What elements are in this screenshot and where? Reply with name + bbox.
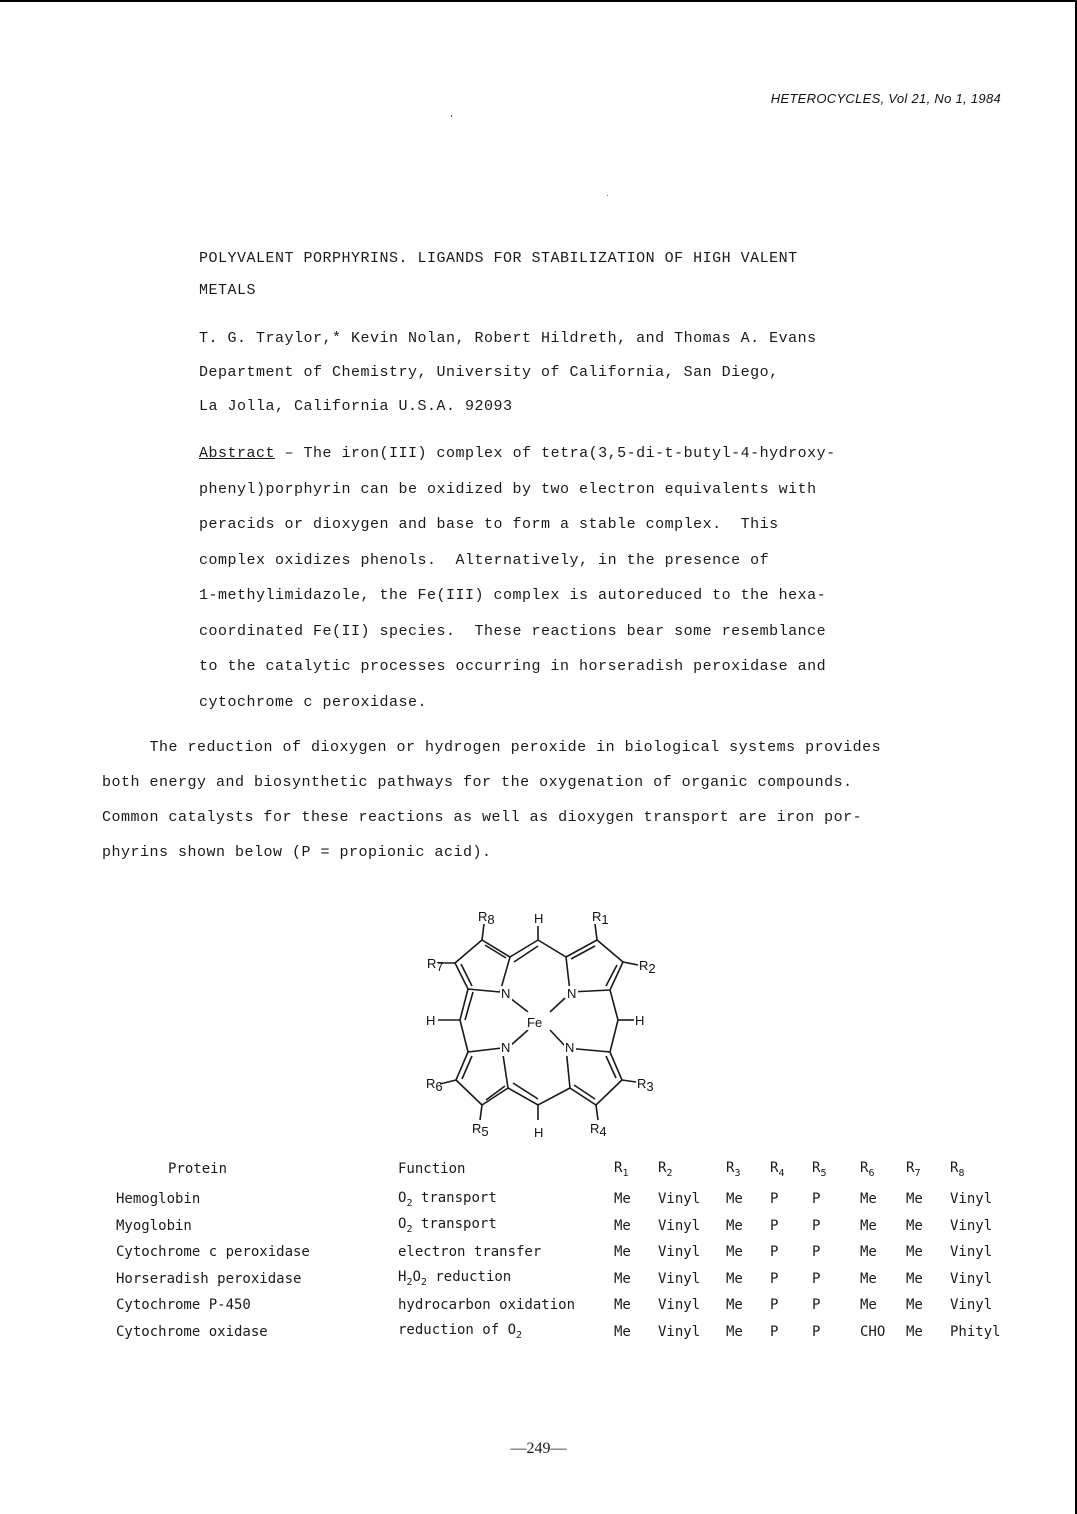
body-paragraph	[102, 730, 1002, 870]
r5-cell: P	[812, 1323, 821, 1340]
protein-substituent-table	[110, 1152, 1010, 1345]
r4-cell: P	[770, 1217, 779, 1234]
nitrogen-label: N	[501, 1040, 511, 1055]
r5-label: R5	[472, 1121, 489, 1139]
r3-cell: Me	[726, 1323, 743, 1340]
r4-cell: P	[770, 1297, 779, 1314]
title-line: METALS	[199, 282, 257, 299]
abstract-line	[199, 436, 919, 472]
page-number: —249—	[510, 1440, 567, 1457]
nitrogen-label: N	[501, 986, 511, 1001]
abstract-label: Abstract	[199, 445, 276, 462]
nitrogen-label: N	[567, 986, 577, 1001]
page-border-top	[0, 0, 1077, 2]
header-r4: $R_4$	[770, 1159, 785, 1179]
r4-cell: P	[770, 1323, 779, 1340]
protein-cell: Cytochrome P-450	[116, 1297, 251, 1314]
table-header-row	[110, 1152, 1010, 1186]
body-line: Common catalysts for these reactions as well as dioxygen transport are iron por-	[102, 809, 863, 826]
scan-speck	[607, 195, 608, 196]
protein-cell: Horseradish peroxidase	[116, 1270, 302, 1287]
r5-cell: P	[812, 1217, 821, 1234]
r2-cell: Vinyl	[658, 1323, 701, 1340]
r7-label: R7	[427, 956, 444, 974]
function-cell: $H_2O_2$ reduction	[398, 1269, 512, 1289]
r2-cell: Vinyl	[658, 1270, 701, 1287]
r2-cell: Vinyl	[658, 1244, 701, 1261]
abstract-text: The iron(III) complex of tetra(3,5-di-t-butyl-4-hydroxy-	[303, 445, 836, 462]
r2-label: R2	[639, 958, 656, 976]
r6-cell: Me	[860, 1217, 877, 1234]
protein-cell: Cytochrome c peroxidase	[116, 1244, 310, 1261]
abstract-line: to the catalytic processes occurring in horseradish peroxidase and	[199, 658, 827, 675]
porphyrin-structure-svg	[410, 900, 670, 1150]
affiliation-line: La Jolla, California U.S.A. 92093	[199, 398, 513, 415]
nitrogen-label: N	[565, 1040, 575, 1055]
r1-cell: Me	[614, 1270, 631, 1287]
protein-cell: Myoglobin	[116, 1217, 192, 1234]
meso-hydrogen-label: H	[534, 911, 544, 926]
body-line: both energy and biosynthetic pathways for the oxygenation of organic compounds.	[102, 774, 853, 791]
meso-hydrogen-label: H	[635, 1013, 645, 1028]
journal-header: HETEROCYCLES, Vol 21, No 1, 1984	[770, 91, 1001, 106]
header-r8: $R_8$	[950, 1159, 965, 1179]
header-r7: $R_7$	[906, 1159, 921, 1179]
r5-cell: P	[812, 1244, 821, 1261]
protein-cell: Cytochrome oxidase	[116, 1323, 268, 1340]
r1-cell: Me	[614, 1323, 631, 1340]
r8-cell: Vinyl	[950, 1297, 993, 1314]
r2-cell: Vinyl	[658, 1191, 701, 1208]
r7-cell: Me	[906, 1217, 923, 1234]
meso-hydrogen-label: H	[426, 1013, 436, 1028]
r3-cell: Me	[726, 1297, 743, 1314]
r4-cell: P	[770, 1270, 779, 1287]
r2-cell: Vinyl	[658, 1217, 701, 1234]
table-row	[110, 1266, 1010, 1293]
r6-label: R6	[426, 1076, 443, 1094]
r7-cell: Me	[906, 1297, 923, 1314]
function-cell: reduction of $O_2$	[398, 1322, 523, 1342]
r1-cell: Me	[614, 1191, 631, 1208]
abstract-line: complex oxidizes phenols. Alternatively, in the presence of	[199, 551, 770, 569]
body-line: phyrins shown below (P = propionic acid).	[102, 844, 492, 861]
r3-cell: Me	[726, 1217, 743, 1234]
r1-label: R1	[592, 909, 609, 927]
r1-cell: Me	[614, 1297, 631, 1314]
abstract-line: phenyl)porphyrin can be oxidized by two electron equivalents with	[199, 480, 817, 498]
r3-cell: Me	[726, 1191, 743, 1208]
abstract-line: 1-methylimidazole, the Fe(III) complex is autoreduced to the hexa-	[199, 587, 827, 604]
r1-cell: Me	[614, 1244, 631, 1261]
r7-cell: Me	[906, 1191, 923, 1208]
table-row	[110, 1186, 1010, 1213]
r8-cell: Vinyl	[950, 1244, 993, 1261]
table-row	[110, 1239, 1010, 1266]
r5-cell: P	[812, 1297, 821, 1314]
r6-cell: Me	[860, 1297, 877, 1314]
function-cell: hydrocarbon oxidation	[398, 1297, 576, 1314]
r8-cell: Vinyl	[950, 1217, 993, 1234]
r3-cell: Me	[726, 1244, 743, 1261]
title-line: POLYVALENT PORPHYRINS. LIGANDS FOR STABILIZATION OF HIGH VALENT	[199, 250, 798, 267]
r7-cell: Me	[906, 1270, 923, 1287]
r4-label: R4	[590, 1121, 607, 1139]
body-line: The reduction of dioxygen or hydrogen peroxide in biological systems provides	[102, 739, 882, 756]
abstract-line: cytochrome c peroxidase.	[199, 693, 428, 711]
abstract-dash: –	[275, 445, 304, 462]
scan-speck	[451, 115, 452, 117]
protein-cell: Hemoglobin	[116, 1191, 201, 1208]
header-r3: $R_3$	[726, 1159, 741, 1179]
porphyrin-structure-figure	[410, 900, 670, 1150]
function-cell: $O_2$ transport	[398, 1189, 497, 1209]
abstract-line: peracids or dioxygen and base to form a stable complex. This	[199, 516, 779, 533]
r3-label: R3	[637, 1076, 654, 1094]
r5-cell: P	[812, 1191, 821, 1208]
table-row	[110, 1292, 1010, 1319]
function-cell: $O_2$ transport	[398, 1216, 497, 1236]
paper-title	[199, 243, 899, 307]
header-r5: $R_5$	[812, 1159, 827, 1179]
function-cell: electron transfer	[398, 1244, 542, 1261]
r6-cell: Me	[860, 1244, 877, 1261]
header-protein: Protein	[168, 1161, 228, 1177]
r4-cell: P	[770, 1191, 779, 1208]
r8-cell: Phityl	[950, 1323, 1001, 1340]
r8-cell: Vinyl	[950, 1270, 993, 1287]
header-function: Function	[398, 1161, 466, 1177]
affiliation-line: Department of Chemistry, University of California, San Diego,	[199, 364, 779, 381]
author-names: T. G. Traylor,* Kevin Nolan, Robert Hildreth, and Thomas A. Evans	[199, 330, 817, 347]
table-row	[110, 1319, 1010, 1346]
r6-cell: CHO	[860, 1323, 886, 1340]
r1-cell: Me	[614, 1217, 631, 1234]
header-r6: $R_6$	[860, 1159, 875, 1179]
r3-cell: Me	[726, 1270, 743, 1287]
table-row	[110, 1213, 1010, 1240]
author-block	[199, 322, 919, 424]
r5-cell: P	[812, 1270, 821, 1287]
meso-hydrogen-label: H	[534, 1125, 544, 1140]
r7-cell: Me	[906, 1244, 923, 1261]
r2-cell: Vinyl	[658, 1297, 701, 1314]
r8-label: R8	[478, 909, 495, 927]
r6-cell: Me	[860, 1191, 877, 1208]
abstract	[199, 436, 919, 720]
iron-label: Fe	[527, 1015, 543, 1030]
r6-cell: Me	[860, 1270, 877, 1287]
header-r1: $R_1$	[614, 1159, 629, 1179]
r7-cell: Me	[906, 1323, 923, 1340]
abstract-line: coordinated Fe(II) species. These reactions bear some resemblance	[199, 622, 827, 640]
r8-cell: Vinyl	[950, 1191, 993, 1208]
header-r2: $R_2$	[658, 1159, 673, 1179]
r4-cell: P	[770, 1244, 779, 1261]
